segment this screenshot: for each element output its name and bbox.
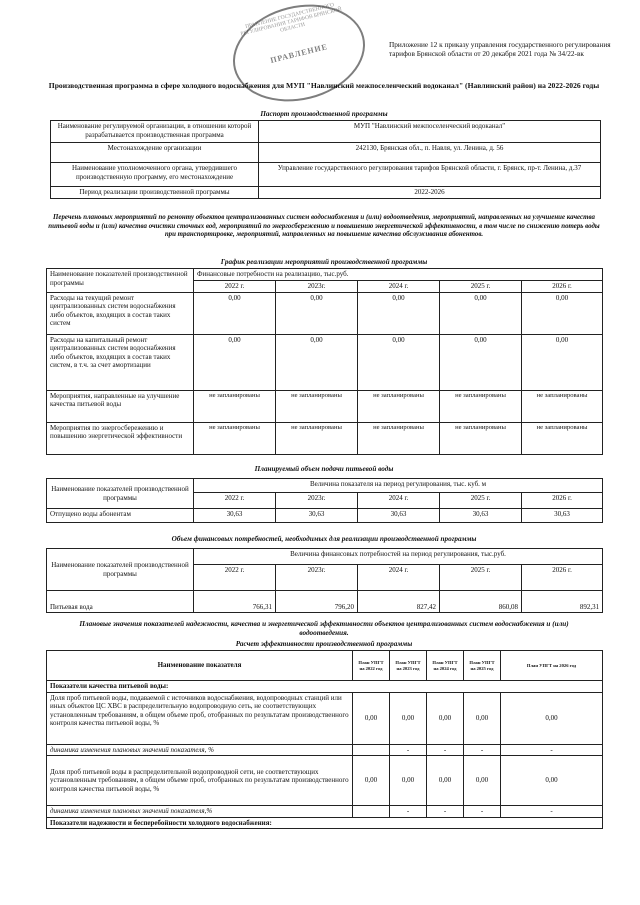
table-row [47, 269, 603, 281]
cell-value: 0,00 [353, 756, 390, 806]
measures-title: Перечень плановых мероприятий по ремонту объектов централизованных систем водоснабжения и (или) водоотведения, мероприятий, направленных на улучшение качества питьевой воды и (или) качества очистки сточных вод, мероприятий по энергосбережению и повышению энергетической эффективности, в том числе по снижению потерь воды при транспортировке, мероприятий, направленных на повышение качества обслуживания абонентов. [48, 214, 600, 239]
passport-value: Управление государственного регулирования тарифов Брянской области, г. Брянск, пр-т. Ленина, д.37 [259, 163, 601, 187]
year-header: 2024 г. [358, 565, 440, 591]
table-row [47, 292, 603, 334]
reliability-title: Плановые значения показателей надежности, качества и энергетической эффективности объектов централизованных систем водоснабжения и (или) водоотведения. [79, 620, 569, 637]
column-header: Наименование показателя [47, 651, 353, 681]
year-header: 2024 г. [358, 493, 440, 509]
section-header: Показатели надежности и бесперебойности холодного водоснабжения: [47, 817, 603, 829]
cell-value: 30,63 [276, 509, 358, 523]
cell-value [353, 744, 390, 756]
volume-title: Планируемый объем подачи питьевой воды [254, 465, 394, 473]
row-name: Мероприятия, направленные на улучшение качества питьевой воды [47, 390, 194, 422]
table-row [47, 422, 603, 454]
cell-value: не запланированы [358, 422, 440, 454]
table-row [47, 681, 603, 693]
section-header: Показатели качества питьевой воды: [47, 681, 603, 693]
cell-value: не запланированы [522, 422, 603, 454]
year-header: 2023г. [276, 280, 358, 292]
row-name: Мероприятия по энергосбережению и повышению энергетической эффективности [47, 422, 194, 454]
plan-header: План УПГТ на 2026 год [501, 651, 603, 681]
cell-value: 0,00 [276, 334, 358, 390]
passport-value: МУП "Навлинский межпоселенческий водоканал" [259, 121, 601, 143]
column-header: Наименование показателей производственной программы [47, 549, 194, 591]
year-header: 2026 г. [522, 493, 603, 509]
year-header: 2023г. [276, 493, 358, 509]
table-row [51, 163, 601, 187]
cell-value: не запланированы [276, 422, 358, 454]
passport-label: Наименование регулируемой организации, в отношении которой разрабатывается производственная программа [51, 121, 259, 143]
cell-value: 0,00 [440, 334, 522, 390]
table-row [47, 390, 603, 422]
year-header: 2025 г. [440, 565, 522, 591]
cell-value: - [464, 806, 501, 818]
cell-value: 0,00 [194, 292, 276, 334]
cell-value: 0,00 [358, 334, 440, 390]
page-title: Производственная программа в сфере холодного водоснабжения для МУП "Навлинский межпоселенческий водоканал" (Навлинский район) на 2022-2026 годы [48, 81, 600, 90]
cell-value: 0,00 [353, 692, 390, 744]
table-row [47, 334, 603, 390]
year-header: 2022 г. [194, 280, 276, 292]
row-name: динамика изменения плановых значений показателя,% [47, 806, 353, 818]
row-name: Питьевая вода [47, 591, 194, 613]
table-row [47, 817, 603, 829]
cell-value: - [501, 744, 603, 756]
passport-title: Паспорт производственной программы [260, 110, 388, 118]
finance-title: Объем финансовых потребностей, необходимых для реализации производственной программы [171, 535, 477, 543]
row-name: Расходы на капитальный ремонт централизованных систем водоснабжения либо объектов, входящих в состав таких систем, в т.ч. за счет амортизации [47, 334, 194, 390]
cell-value: - [464, 744, 501, 756]
table-row [47, 591, 603, 613]
cell-value: - [390, 806, 427, 818]
cell-value: 0,00 [464, 692, 501, 744]
cell-value: 30,63 [440, 509, 522, 523]
cell-value: 0,00 [464, 756, 501, 806]
row-name: Расходы на текущий ремонт централизованных систем водоснабжения либо объектов, входящих в состав таких систем [47, 292, 194, 334]
passport-value: 242130, Брянская обл., п. Навля, ул. Ленина, д. 56 [259, 143, 601, 163]
cell-value [353, 806, 390, 818]
cell-value: не запланированы [194, 422, 276, 454]
table-row [47, 509, 603, 523]
efficiency-table [46, 650, 603, 829]
year-header: 2026 г. [522, 280, 603, 292]
plan-header: План УПГТ на 2024 год [427, 651, 464, 681]
year-header: 2022 г. [194, 493, 276, 509]
row-name: Доля проб питьевой воды, подаваемой с источников водоснабжения, водопроводных станций или иных объектов ЦС ХВС в распределительную водопроводную сеть, не соответствующих установленным требованиям, в общем объеме проб, отобранных по результатам производственного контроля качества питьевой воды, % [47, 692, 353, 744]
year-header: 2025 г. [440, 280, 522, 292]
plan-header: План УПГТ на 2025 год [464, 651, 501, 681]
cell-value: не запланированы [440, 390, 522, 422]
table-row [47, 806, 603, 818]
cell-value: 892,31 [522, 591, 603, 613]
year-header: 2024 г. [358, 280, 440, 292]
cell-value: 0,00 [427, 692, 464, 744]
schedule-table [46, 268, 603, 455]
passport-label: Наименование уполномоченного органа, утвердившего производственную программу, его местонахождение [51, 163, 259, 187]
cell-value: - [390, 744, 427, 756]
cell-value: 0,00 [522, 292, 603, 334]
year-header: 2026 г. [522, 565, 603, 591]
column-header: Наименование показателей производственной программы [47, 269, 194, 293]
cell-value: 827,42 [358, 591, 440, 613]
passport-label: Период реализации производственной программы [51, 187, 259, 199]
stamp-center-text: ПРАВЛЕНИЕ [269, 41, 329, 65]
table-row [51, 143, 601, 163]
column-group-header: Величина финансовых потребностей на период регулирования, тыс.руб. [194, 549, 603, 565]
cell-value: 796,20 [276, 591, 358, 613]
cell-value: - [427, 744, 464, 756]
year-header: 2023г. [276, 565, 358, 591]
schedule-title: График реализации мероприятий производственной программы [220, 258, 428, 266]
cell-value: 30,63 [358, 509, 440, 523]
cell-value: 0,00 [194, 334, 276, 390]
cell-value: 0,00 [501, 692, 603, 744]
cell-value: 0,00 [358, 292, 440, 334]
passport-table [50, 120, 601, 199]
year-header: 2025 г. [440, 493, 522, 509]
row-name: Отпущено воды абонентам [47, 509, 194, 523]
cell-value: 860,08 [440, 591, 522, 613]
row-name: Доля проб питьевой воды в распределительной водопроводной сети, не соответствующих установленным требованиям, в общем объеме проб, отобранных по результатам производственного контроля качества питьевой воды, % [47, 756, 353, 806]
table-row [47, 651, 603, 681]
table-row [47, 549, 603, 565]
cell-value: не запланированы [358, 390, 440, 422]
cell-value: 766,31 [194, 591, 276, 613]
table-row [47, 479, 603, 493]
cell-value: 0,00 [390, 756, 427, 806]
cell-value: 0,00 [276, 292, 358, 334]
column-header: Наименование показателей производственной программы [47, 479, 194, 509]
passport-label: Местонахождение организации [51, 143, 259, 163]
cell-value: 0,00 [390, 692, 427, 744]
table-row [51, 121, 601, 143]
cell-value: не запланированы [440, 422, 522, 454]
cell-value: - [427, 806, 464, 818]
cell-value: не запланированы [276, 390, 358, 422]
plan-header: План УПГТ на 2022 год [353, 651, 390, 681]
cell-value: 0,00 [427, 756, 464, 806]
cell-value: 30,63 [522, 509, 603, 523]
volume-table [46, 478, 603, 523]
table-row [47, 744, 603, 756]
official-stamp [223, 0, 376, 115]
cell-value: 0,00 [501, 756, 603, 806]
table-row [47, 756, 603, 806]
table-row [47, 692, 603, 744]
passport-value: 2022-2026 [259, 187, 601, 199]
column-group-header: Финансовые потребности на реализацию, тыс.руб. [194, 269, 603, 281]
header-note: Приложение 12 к приказу управления государственного регулирования тарифов Брянской области от 20 декабря 2021 года № 34/22-вк [389, 40, 611, 58]
plan-header: План УПГТ на 2023 год [390, 651, 427, 681]
cell-value: не запланированы [194, 390, 276, 422]
cell-value: не запланированы [522, 390, 603, 422]
efficiency-title: Расчет эффективности производственной программы [235, 640, 413, 648]
table-row [51, 187, 601, 199]
column-group-header: Величина показателя на период регулирования, тыс. куб. м [194, 479, 603, 493]
year-header: 2022 г. [194, 565, 276, 591]
cell-value: 30,63 [194, 509, 276, 523]
finance-table [46, 548, 603, 613]
cell-value: 0,00 [522, 334, 603, 390]
row-name: динамика изменения плановых значений показателя, % [47, 744, 353, 756]
cell-value: 0,00 [440, 292, 522, 334]
cell-value: - [501, 806, 603, 818]
stamp-ring-text: ПРАВЛЕНИЕ ГОСУДАРСТВЕННОГО РЕГУЛИРОВАНИЯ ТАРИФОВ БРЯНСКОЙ ОБЛАСТИ [240, 2, 343, 38]
